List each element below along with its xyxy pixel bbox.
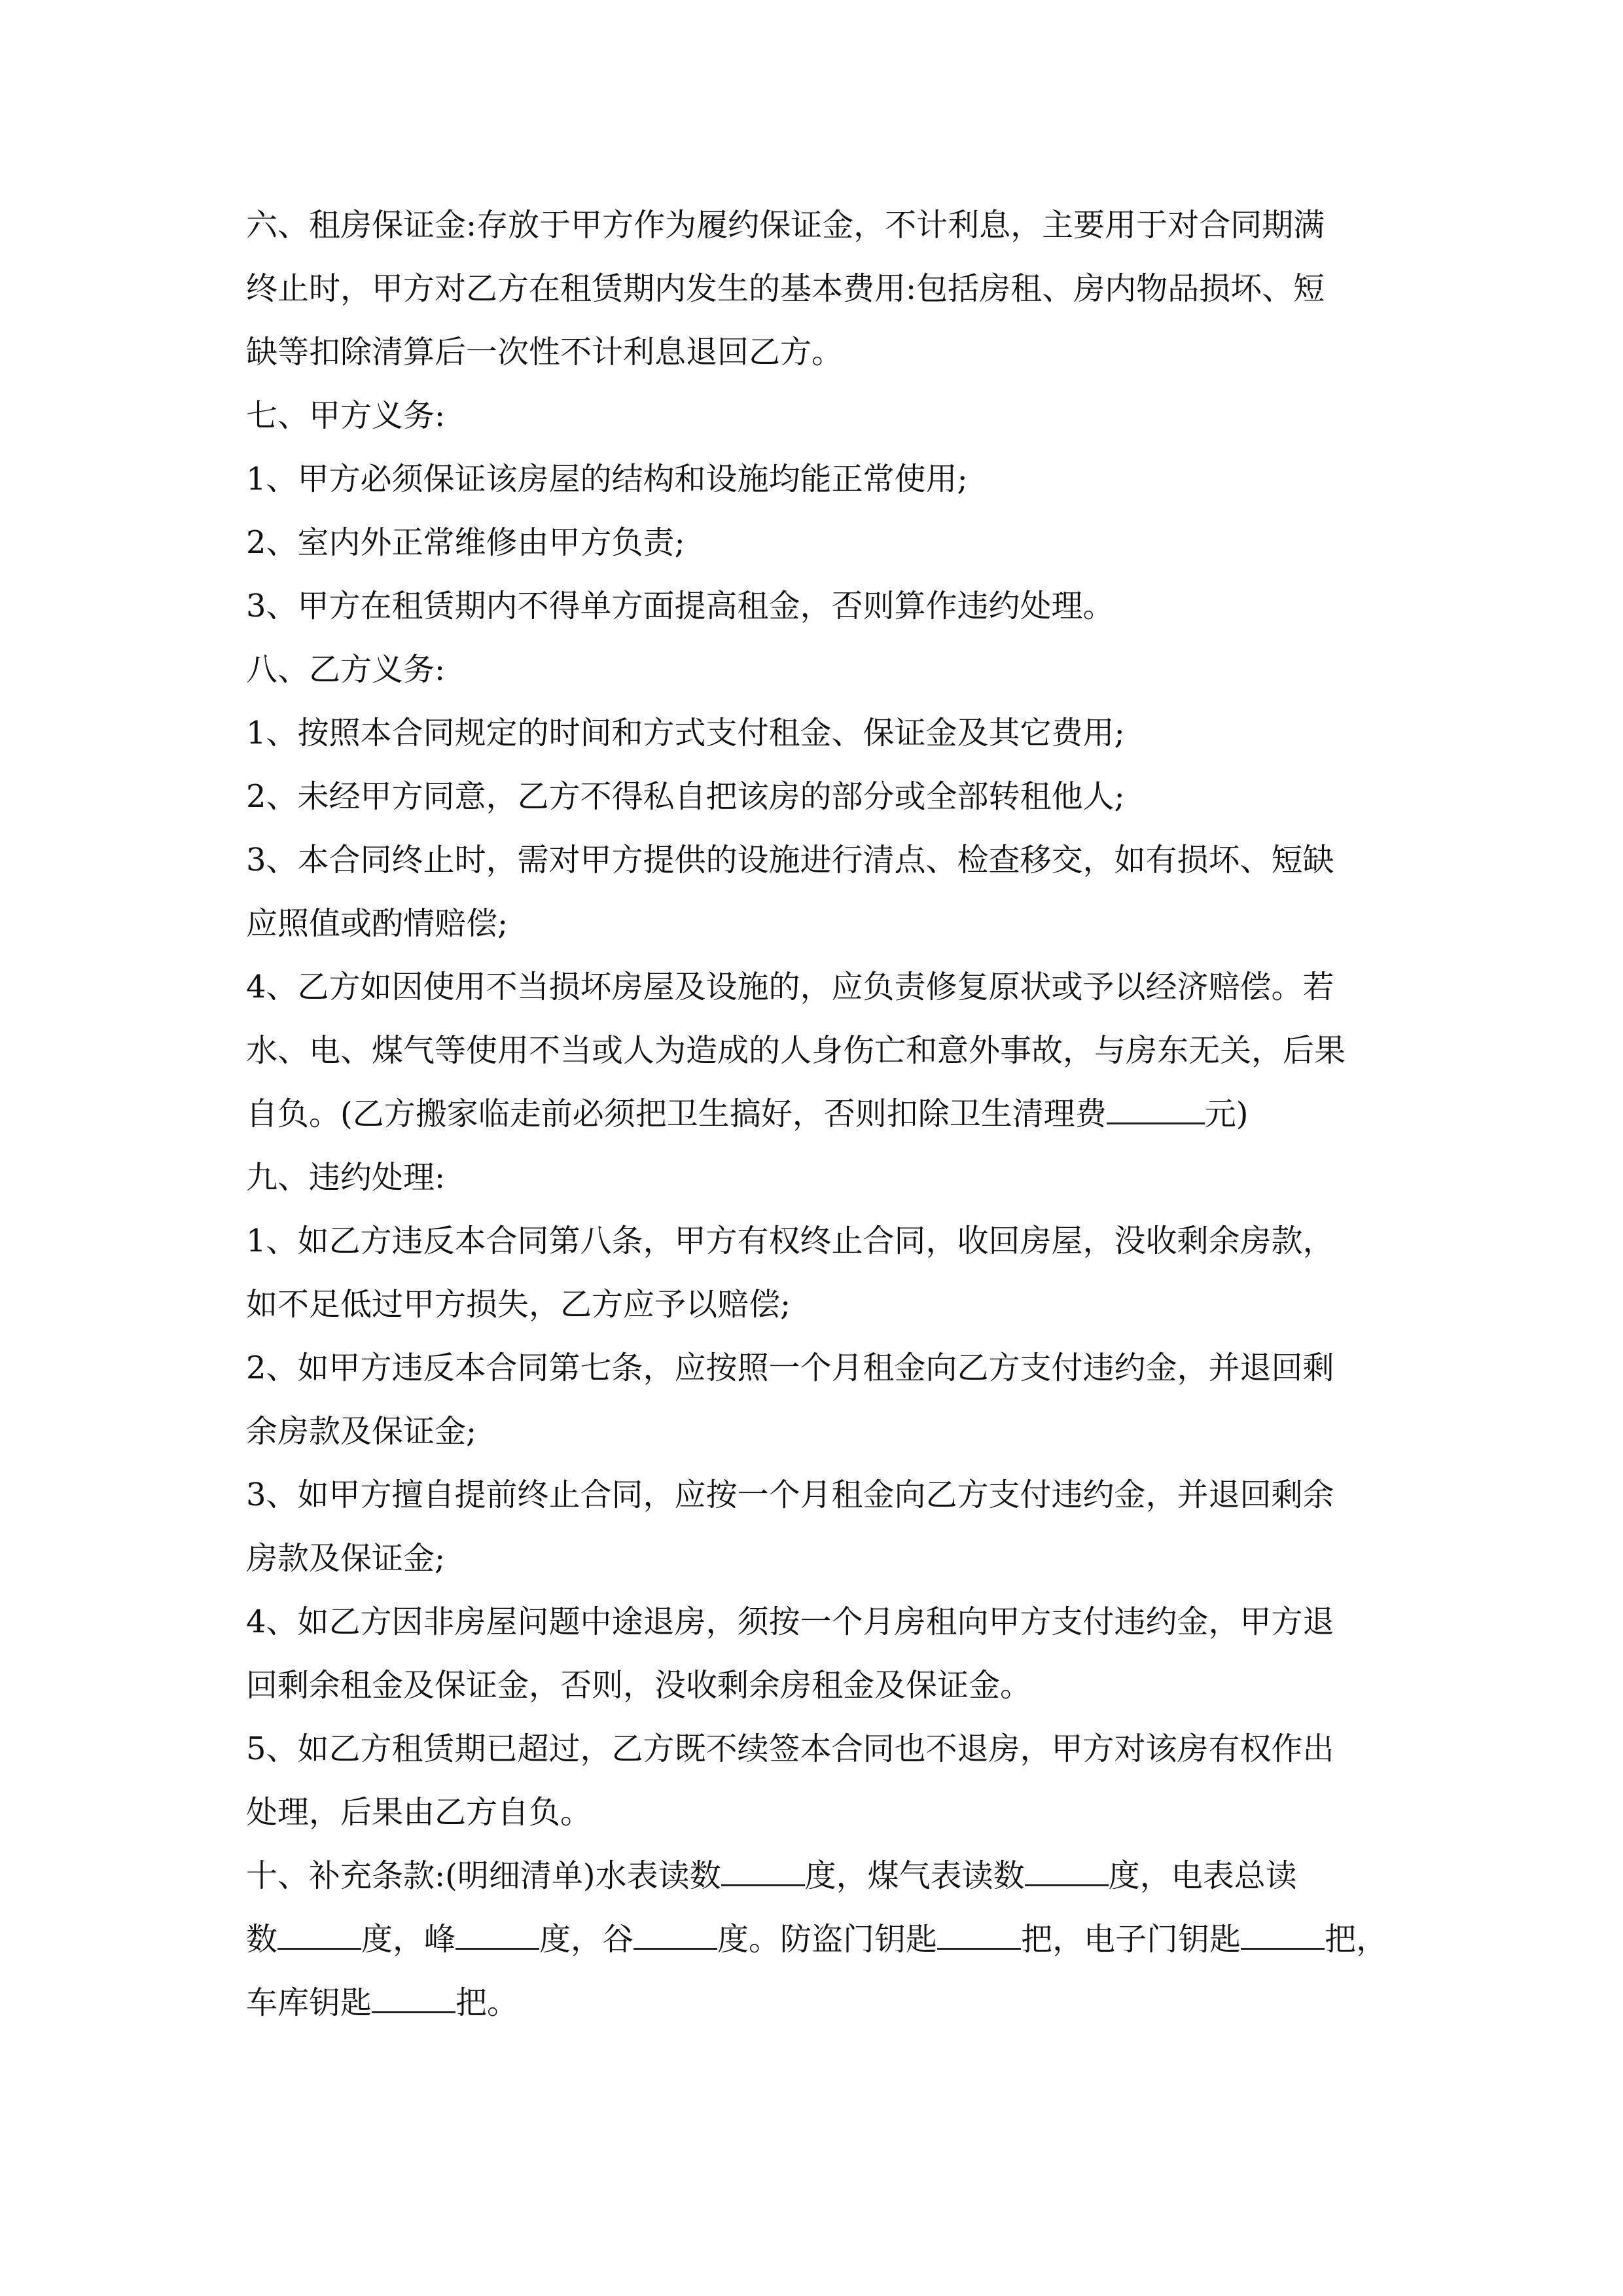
clause-8-item-2: 2、未经甲方同意，乙方不得私自把该房的部分或全部转租他人; (246, 778, 1125, 815)
clause-7-heading: 七、甲方义务: (246, 397, 446, 434)
clause-9-item-2-line-1: 2、如甲方违反本合同第七条，应按照一个月租金向乙方支付违约金，并退回剩 (246, 1350, 1334, 1386)
supplement-text: 度，峰 (361, 1921, 456, 1958)
supplement-text: 十、补充条款:(明细清单)水表读数 (246, 1857, 721, 1894)
contract-body (246, 194, 1388, 2035)
clause-6-line-1: 六、租房保证金:存放于甲方作为履约保证金，不计利息，主要用于对合同期满 (246, 207, 1325, 243)
supplement-text: 把。 (455, 1984, 519, 2021)
clause-6-line-2: 终止时，甲方对乙方在租赁期内发生的基本费用:包括房租、房内物品损坏、短 (246, 270, 1325, 307)
clause-10-line-2 (246, 1908, 1388, 1971)
clause-8-item-3-line-1: 3、本合同终止时，需对甲方提供的设施进行清点、检查移交，如有损坏、短缺 (246, 842, 1334, 878)
clause-7-item-1: 1、甲方必须保证该房屋的结构和设施均能正常使用; (246, 461, 968, 497)
clause-8-item-3-line-2: 应照值或酌情赔偿; (246, 905, 508, 942)
security-door-keys-blank (937, 1918, 1021, 1950)
clause-9-item-4-line-1: 4、如乙方因非房屋问题中途退房，须按一个月房租向甲方支付违约金，甲方退 (246, 1604, 1334, 1640)
supplement-text: 度，煤气表读数 (804, 1857, 1025, 1894)
clause-9-item-4-line-2: 回剩余租金及保证金，否则，没收剩余房租金及保证金。 (246, 1667, 1032, 1704)
clause-9-item-5-line-2: 处理，后果由乙方自负。 (246, 1794, 592, 1831)
clause-9-heading: 九、违约处理: (246, 1159, 446, 1196)
clause-6-line-3: 缺等扣除清算后一次性不计利息退回乙方。 (246, 334, 844, 370)
clause-7-item-3: 3、甲方在租赁期内不得单方面提高租金，否则算作违约处理。 (246, 588, 1115, 624)
electronic-door-keys-blank (1241, 1918, 1325, 1950)
supplement-text: 把， (1325, 1921, 1388, 1958)
clause-8-item-4-line-1: 4、乙方如因使用不当损坏房屋及设施的，应负责修复原状或予以经济赔偿。若 (246, 969, 1334, 1005)
cleaning-fee-text: 自负。(乙方搬家临走前必须把卫生搞好，否则扣除卫生清理费 (246, 1096, 1107, 1132)
clause-8-item-4-line-2: 水、电、煤气等使用不当或人为造成的人身伤亡和意外事故，与房东无关，后果 (246, 1032, 1346, 1069)
electric-peak-blank (455, 1918, 539, 1950)
clause-9-item-3-line-1: 3、如甲方擅自提前终止合同，应按一个月租金向乙方支付违约金，并退回剩余 (246, 1477, 1334, 1513)
clause-8-item-4-line-3 (246, 1083, 1385, 1146)
clause-10-line-1 (246, 1844, 1385, 1908)
supplement-text: 车库钥匙 (246, 1984, 372, 2021)
clause-8-heading: 八、乙方义务: (246, 651, 446, 688)
clause-9-item-2-line-2: 余房款及保证金; (246, 1413, 477, 1450)
cleaning-fee-unit: 元) (1204, 1096, 1249, 1132)
clause-8-item-1: 1、按照本合同规定的时间和方式支付租金、保证金及其它费用; (246, 715, 1125, 751)
clause-10-line-3 (246, 1971, 1385, 2035)
water-meter-blank (721, 1854, 805, 1886)
clause-9-item-1-line-2: 如不足低过甲方损失，乙方应予以赔偿; (246, 1286, 791, 1323)
supplement-text: 把，电子门钥匙 (1021, 1921, 1241, 1958)
garage-keys-blank (372, 1981, 455, 2013)
clause-9-item-5-line-1: 5、如乙方租赁期已超过，乙方既不续签本合同也不退房，甲方对该房有权作出 (246, 1731, 1334, 1767)
cleaning-fee-blank (1107, 1092, 1205, 1124)
clause-9-item-3-line-2: 房款及保证金; (246, 1540, 446, 1577)
supplement-text: 数 (246, 1921, 278, 1958)
supplement-text: 度，谷 (539, 1921, 634, 1958)
gas-meter-blank (1025, 1854, 1109, 1886)
electric-valley-blank (633, 1918, 717, 1950)
clause-9-item-1-line-1: 1、如乙方违反本合同第八条，甲方有权终止合同，收回房屋，没收剩余房款， (246, 1223, 1334, 1259)
supplement-text: 度，电表总读 (1108, 1857, 1297, 1894)
clause-7-item-2: 2、室内外正常维修由甲方负责; (246, 524, 685, 561)
supplement-text: 度。防盗门钥匙 (717, 1921, 938, 1958)
electric-total-blank (277, 1918, 361, 1950)
